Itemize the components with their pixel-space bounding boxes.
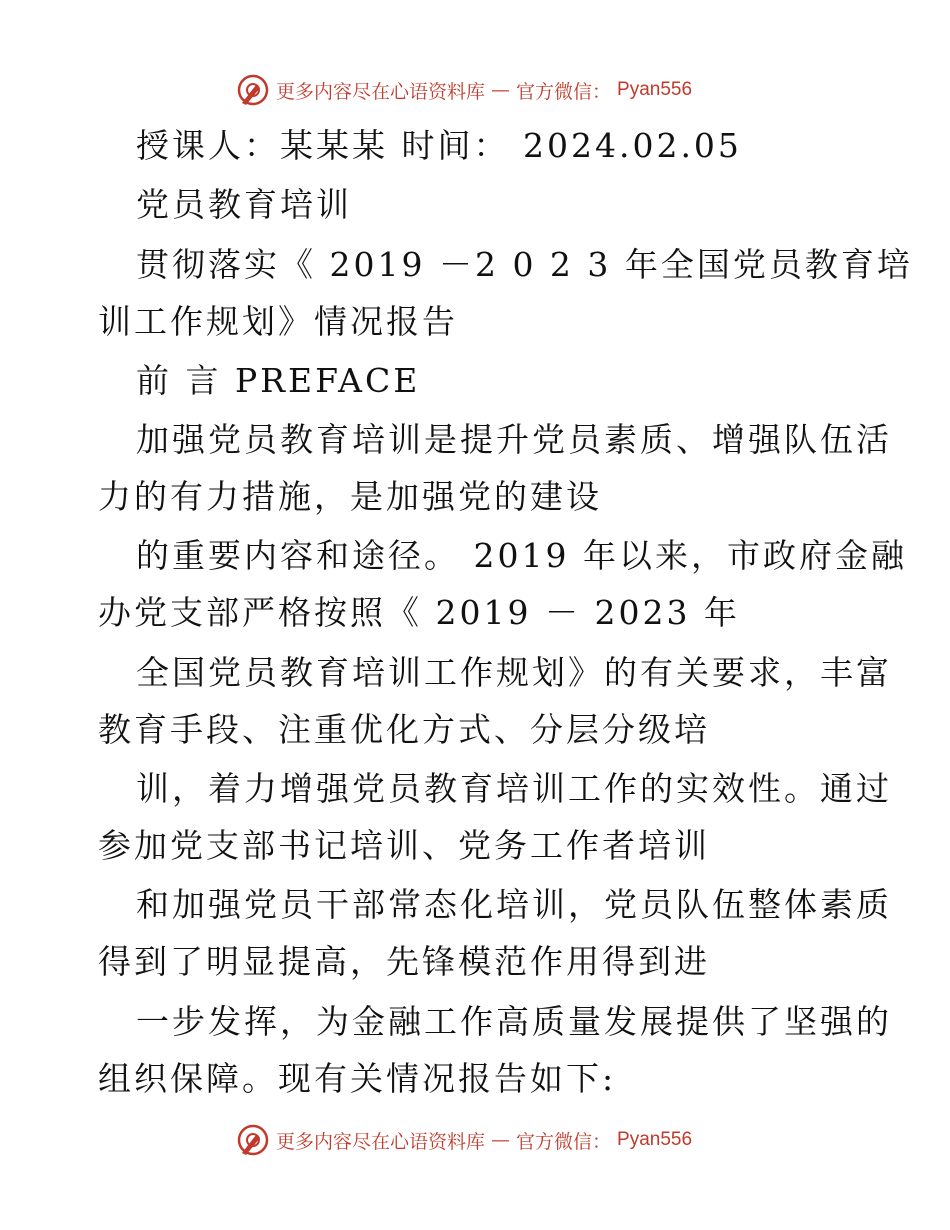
watermark-separator: — <box>491 79 511 101</box>
pen-logo-icon <box>236 1123 270 1157</box>
watermark-text: 更多内容尽在心语资料库 <box>276 1130 486 1153</box>
doc-title-line-1: 贯彻落实《 2019 －2 0 2 3 年全国党员教育培 <box>136 245 913 284</box>
body-line: 办党支部严格按照《 2019 － 2023 年 <box>98 593 740 632</box>
footer-watermark <box>236 1122 692 1158</box>
doc-title-line-2: 训工作规划》情况报告 <box>98 302 458 341</box>
doc-category: 党员教育培训 <box>136 185 352 224</box>
pen-logo-icon <box>236 73 270 107</box>
watermark-wechat-id: Pyan556 <box>617 79 693 100</box>
body-line: 训，着力增强党员教育培训工作的实效性。通过 <box>136 769 892 808</box>
body-line: 得到了明显提高，先锋模范作用得到进 <box>98 942 710 981</box>
lecturer-time-line: 授课人：某某某 时间： 2024.02.05 <box>136 126 742 165</box>
header-watermark <box>236 72 692 108</box>
body-line: 加强党员教育培训是提升党员素质、增强队伍活 <box>136 420 892 459</box>
watermark-wechat-id: Pyan556 <box>617 1129 693 1150</box>
watermark-wechat-label: 官方微信： <box>516 80 612 103</box>
body-line: 一步发挥，为金融工作高质量发展提供了坚强的 <box>136 1002 892 1041</box>
body-line: 全国党员教育培训工作规划》的有关要求，丰富 <box>136 653 892 692</box>
watermark-text: 更多内容尽在心语资料库 <box>276 80 486 103</box>
body-line: 和加强党员干部常态化培训，党员队伍整体素质 <box>136 885 892 924</box>
body-line: 参加党支部书记培训、党务工作者培训 <box>98 826 710 865</box>
watermark-separator: — <box>491 1129 511 1151</box>
watermark-wechat-label: 官方微信： <box>516 1130 612 1153</box>
body-line: 教育手段、注重优化方式、分层分级培 <box>98 710 710 749</box>
preface-heading: 前 言 PREFACE <box>136 361 421 400</box>
body-line: 力的有力措施，是加强党的建设 <box>98 477 602 516</box>
body-line: 组织保障。现有关情况报告如下: <box>98 1059 617 1098</box>
body-line: 的重要内容和途径。 2019 年以来，市政府金融 <box>136 536 907 575</box>
